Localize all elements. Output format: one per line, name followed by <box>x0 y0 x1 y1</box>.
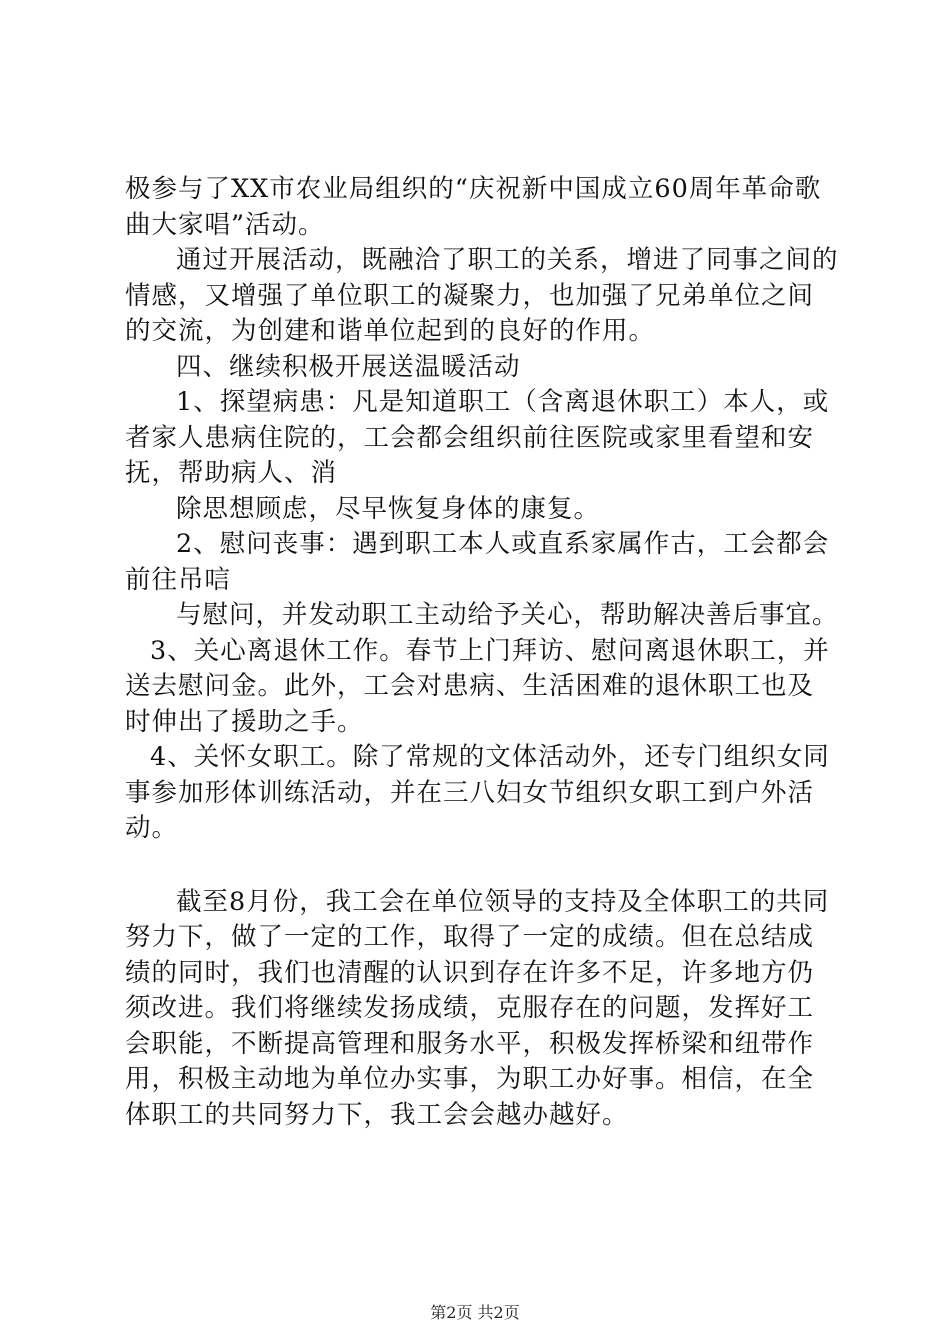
list-item-visit-sick-cont: 除思想顾虑，尽早恢复身体的康复。 <box>176 493 601 524</box>
list-item-condolence: 2、慰问丧事：遇到职工本人或直系家属作古，工会都会前往吊唁 <box>125 529 830 595</box>
list-item-retirees: 3、关心离退休工作。春节上门拜访、慰问离退休职工，并送去慰问金。此外，工会对患病、生活困难的退休职工也及时伸出了援助之手。 <box>125 635 830 737</box>
list-item-condolence-cont: 与慰问，并发动职工主动给予关心，帮助解决善后事宜。 <box>176 600 839 630</box>
document-body <box>125 172 840 1133</box>
list-item-female-staff: 4、关怀女职工。除了常规的文体活动外，还专门组织女同事参加形体训练活动，并在三八妇女节组织女职工到户外活动。 <box>125 742 830 843</box>
list-item-visit-sick: 1、探望病患：凡是知道职工（含离退休职工）本人，或者家人患病住院的，工会都会组织前往医院或家里看望和安抚，帮助病人、消 <box>125 387 830 488</box>
paragraph-continuation: 极参与了XX市农业局组织的“庆祝新中国成立60周年革命歌曲大家唱”活动。 <box>125 174 822 240</box>
paragraph-activity-summary: 通过开展活动，既融洽了职工的关系，增进了同事之间的情感，又增强了单位职工的凝聚力，也加强了兄弟单位之间的交流，为创建和谐单位起到的良好的作用。 <box>125 245 839 346</box>
section-heading: 四、继续积极开展送温暖活动 <box>176 351 521 382</box>
paragraph-conclusion: 截至8月份，我工会在单位领导的支持及全体职工的共同努力下，做了一定的工作，取得了一定的成绩。但在总结成绩的同时，我们也清醒的认识到存在许多不足，许多地方仍须改进。我们将继续发扬成绩，克服存在的问题，发挥好工会职能，不断提高管理和服务水平，积极发挥桥梁和纽带作用，积极主动地为单位办实事，为职工办好事。相信，在全体职工的共同努力下，我工会会越办越好。 <box>125 886 830 1130</box>
page-footer: 第2页 共2页 <box>430 1303 520 1322</box>
